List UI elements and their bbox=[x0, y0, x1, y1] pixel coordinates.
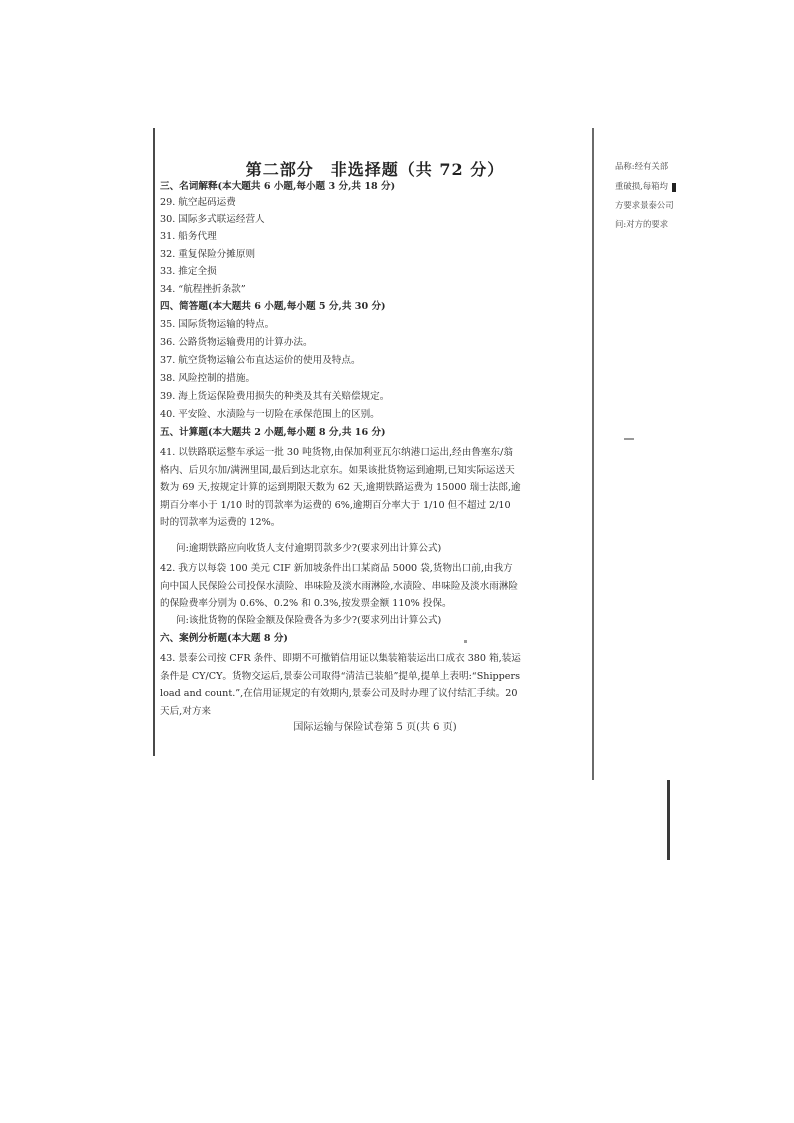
question-42-ask: 问:该批货物的保险金额及保险费各为多少?(要求列出计算公式) bbox=[176, 615, 442, 626]
page-title: 第二部分 非选择题（共 72 分） bbox=[245, 160, 505, 179]
question-30: 30. 国际多式联运经营人 bbox=[160, 214, 265, 225]
section-4-heading: 四、简答题(本大题共 6 小题,每小题 5 分,共 30 分) bbox=[160, 301, 386, 312]
question-43: 43. 景泰公司按 CFR 条件、即期不可撤销信用证以集装箱装运出口成衣 380 箱,装运条件是 CY/CY。货物交运后,景泰公司取得“清洁已装船”提单,提单上表明:“Shippers load and count.”,在信用证规定的有效期内,景泰公司及时办理了议付结汇手续。20 天后,对方来 bbox=[160, 653, 521, 717]
scan-shadow-line bbox=[667, 780, 670, 860]
question-42: 42. 我方以每袋 100 美元 CIF 新加坡条件出口某商品 5000 袋,货物出口前,由我方向中国人民保险公司投保水渍险、串味险及淡水雨淋险,水渍险、串味险及淡水雨淋险的保险费率分别为 0.6%、0.2% 和 0.3%,按发票金额 110% 投保。 bbox=[160, 563, 519, 609]
scan-speck bbox=[464, 640, 467, 643]
scan-speck bbox=[624, 438, 634, 440]
question-29: 29. 航空起码运费 bbox=[160, 197, 236, 208]
page-right-edge bbox=[592, 128, 594, 780]
section-6-heading: 六、案例分析题(本大题 8 分) bbox=[160, 633, 288, 644]
question-37: 37. 航空货物运输公布直达运价的使用及特点。 bbox=[160, 355, 361, 366]
next-page-fragment-3: 方要求景泰公司 bbox=[615, 200, 674, 210]
section-3-heading: 三、名词解释(本大题共 6 小题,每小题 3 分,共 18 分) bbox=[160, 181, 396, 192]
question-38: 38. 风险控制的措施。 bbox=[160, 373, 256, 384]
question-35: 35. 国际货物运输的特点。 bbox=[160, 319, 275, 330]
question-32: 32. 重复保险分摊原则 bbox=[160, 249, 256, 260]
page-footer: 国际运输与保险试卷第 5 页(共 6 页) bbox=[293, 722, 457, 733]
page-left-edge bbox=[153, 128, 155, 756]
question-41-ask: 问:逾期铁路应向收货人支付逾期罚款多少?(要求列出计算公式) bbox=[176, 543, 442, 554]
question-34: 34. “航程挫折条款” bbox=[160, 284, 246, 295]
question-41: 41. 以铁路联运整车承运一批 30 吨货物,由保加利亚瓦尔纳港口运出,经由鲁塞东/翁格内、后贝尔加/满洲里国,最后到达北京东。如果该批货物运到逾期,已知实际运送天数为 69 天,按规定计算的运到期限天数为 62 天,逾期铁路运费为 15000 瑞士法郎,逾期百分率小于 1/10 时的罚款率为运费的 6%,逾期百分率大于 1/10 但不超过 2/10 时的罚款率为运费的 12%。 bbox=[160, 447, 521, 528]
question-31: 31. 船务代理 bbox=[160, 231, 217, 242]
question-40: 40. 平安险、水渍险与一切险在承保范围上的区别。 bbox=[160, 409, 380, 420]
scan-speck bbox=[672, 183, 676, 192]
next-page-fragment-2: 重破损,每箱均 bbox=[615, 181, 668, 191]
next-page-fragment-4: 问:对方的要求 bbox=[615, 219, 669, 229]
question-36: 36. 公路货物运输费用的计算办法。 bbox=[160, 337, 313, 348]
question-33: 33. 推定全损 bbox=[160, 266, 217, 277]
next-page-fragment-1: 品称:经有关部 bbox=[615, 161, 669, 171]
section-5-heading: 五、计算题(本大题共 2 小题,每小题 8 分,共 16 分) bbox=[160, 427, 386, 438]
question-39: 39. 海上货运保险费用损失的种类及其有关赔偿规定。 bbox=[160, 391, 390, 402]
